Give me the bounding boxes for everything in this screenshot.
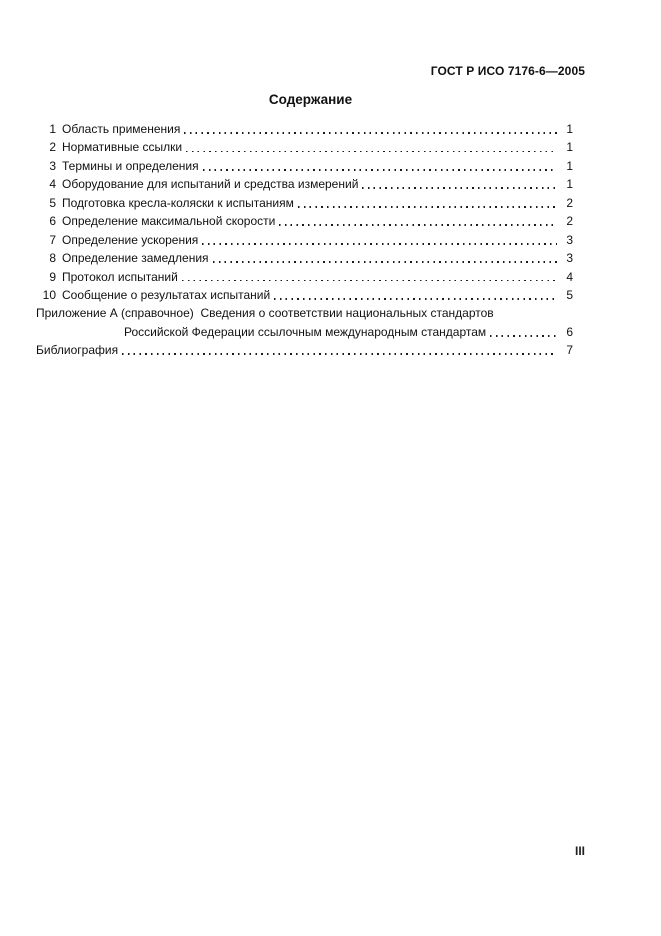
toc-entry-number: 6 <box>49 214 56 229</box>
toc-entry-page: 1 <box>566 140 573 155</box>
toc-entry-title: Область применения <box>62 122 181 136</box>
toc-entry-title: Сообщение о результатах испытаний <box>62 287 271 302</box>
toc-entry-number: 7 <box>49 232 56 247</box>
toc-entry <box>36 194 573 212</box>
toc-entry <box>36 249 573 267</box>
toc-entry-number: 4 <box>49 177 56 192</box>
toc-entry-page: 5 <box>566 287 573 302</box>
toc-entry <box>36 304 573 322</box>
dot-leader <box>118 341 561 359</box>
toc-entry-number: 8 <box>49 251 56 266</box>
toc-entry-title: Подготовка кресла-коляски к испытаниям <box>62 195 294 210</box>
toc-entry <box>36 138 573 156</box>
toc-entry-title: Приложение А (справочное) Сведения о соответствии национальных стандартов <box>36 306 494 321</box>
toc-entry <box>36 157 573 175</box>
toc-entry-number: 3 <box>49 158 56 173</box>
toc-entry-page: 2 <box>566 214 573 229</box>
toc-entry <box>36 341 573 359</box>
toc-entry-page: 4 <box>566 269 573 284</box>
toc-entry <box>36 286 573 304</box>
toc-entry-number: 2 <box>49 140 56 155</box>
dot-leader <box>182 138 561 156</box>
toc-entry <box>36 175 573 193</box>
toc-entry-number: 5 <box>49 195 56 210</box>
page-number: III <box>574 844 585 858</box>
dot-leader <box>275 212 561 230</box>
toc-entry-title: Оборудование для испытаний и средства измерений <box>62 177 359 192</box>
dot-leader <box>358 175 561 193</box>
standard-code-header: ГОСТ Р ИСО 7176-6—2005 <box>430 64 585 78</box>
toc-entry-number: 9 <box>49 269 56 284</box>
toc-entry-page: 3 <box>566 232 573 247</box>
toc-entry-title: Определение максимальной скорости <box>62 214 276 229</box>
dot-leader <box>180 120 561 138</box>
toc-entry-page: 1 <box>566 122 573 136</box>
toc-entry <box>36 120 573 138</box>
toc-entry-title: Протокол испытаний <box>62 269 178 284</box>
dot-leader <box>199 157 561 175</box>
toc-entry-page: 7 <box>566 343 573 358</box>
toc-entry-title: Определение замедления <box>62 251 209 266</box>
toc-entry-title: Нормативные ссылки <box>62 140 183 155</box>
toc-entry-page: 2 <box>566 195 573 210</box>
toc-entry-number: 10 <box>42 287 56 302</box>
toc-entry-page: 1 <box>566 158 573 173</box>
toc-entry-number: 1 <box>49 122 56 136</box>
toc-entry-title-continued: Российской Федерации ссылочным международным стандартам <box>124 324 487 339</box>
toc-entry <box>36 231 573 249</box>
toc-entry <box>36 268 573 286</box>
page-title: Содержание <box>268 92 353 107</box>
toc-entry-page: 3 <box>566 251 573 266</box>
toc-entry-page: 1 <box>566 177 573 192</box>
dot-leader <box>198 231 561 249</box>
toc-entry-title: Определение ускорения <box>62 232 199 247</box>
toc-entry <box>36 323 573 341</box>
toc-entry <box>36 212 573 230</box>
dot-leader <box>209 249 561 267</box>
dot-leader <box>178 268 561 286</box>
dot-leader <box>294 194 561 212</box>
toc <box>36 120 573 360</box>
toc-entry-page: 6 <box>566 324 573 339</box>
dot-leader <box>486 323 561 341</box>
dot-leader <box>270 286 561 304</box>
toc-entry-title: Библиография <box>36 343 119 358</box>
toc-entry-title: Термины и определения <box>62 158 199 173</box>
